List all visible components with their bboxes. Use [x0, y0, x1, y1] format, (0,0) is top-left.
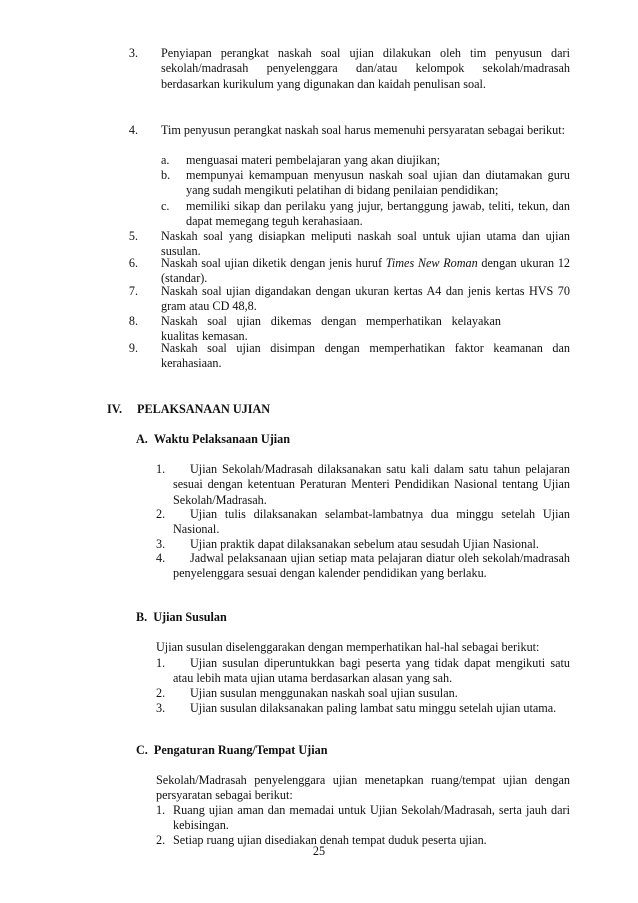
subsection-title: Pengaturan Ruang/Tempat Ujian [153, 743, 328, 757]
subsection-c-heading [136, 743, 328, 758]
list-number: 5. [128, 229, 138, 243]
list-text: Tim penyusun perangkat naskah soal harus memenuhi persyaratan sebagai berikut: [161, 123, 566, 137]
list-text [156, 686, 570, 701]
section-b-intro: Ujian susulan diselenggarakan dengan memperhatikan hal-hal sebagai berikut: [156, 640, 540, 654]
list-item-4 [128, 123, 570, 138]
subsection-a-heading [136, 432, 290, 447]
list-text-content: Ujian praktik dapat dilaksanakan sebelum atau sesudah Ujian Nasional. [190, 537, 539, 551]
list-text-content: Ujian susulan menggunakan naskah soal ujian susulan. [190, 686, 458, 700]
section-c-item-1 [156, 803, 570, 834]
list-item-6 [128, 256, 571, 287]
subsection-label: A. [136, 432, 148, 446]
list-text [156, 656, 570, 687]
list-text [156, 551, 570, 582]
section-iv-heading [107, 402, 271, 417]
list-text: Naskah soal ujian disimpan dengan memperhatikan faktor keamanan dan kerahasiaan. [161, 341, 570, 371]
subsection-title: Ujian Susulan [153, 610, 227, 624]
list-text: Ruang ujian aman dan memadai untuk Ujian Sekolah/Madrasah, serta jauh dari kebisingan. [173, 803, 570, 833]
sublist-text: mempunyai kemampuan menyusun naskah soal ujian dan diutamakan guru yang sudah mengikuti pelatihan di bidang penilaian pendidikan; [186, 168, 570, 198]
sublist-letter: c. [161, 199, 170, 213]
list-number: 2. [156, 686, 166, 700]
section-c-intro: Sekolah/Madrasah penyelenggara ujian menetapkan ruang/tempat ujian dengan persyaratan sebagai berikut: [156, 773, 570, 803]
list-text: Naskah soal ujian digandakan dengan ukuran kertas A4 dan jenis kertas HVS 70 gram atau CD 48,8. [161, 284, 570, 314]
sublist-text: menguasai materi pembelajaran yang akan diujikan; [186, 153, 441, 167]
list-number: 7. [128, 284, 138, 298]
list-number: 9. [128, 341, 138, 355]
page-number: 25 [312, 843, 326, 858]
list-text [156, 462, 570, 508]
list-text: Penyiapan perangkat naskah soal ujian dilakukan oleh tim penyusun dari sekolah/madrasah penyelenggara dan/atau kelompok sekolah/madrasah berdasarkan kurikulum yang digunakan dan kaidah penulisan soal. [161, 46, 570, 91]
list-number: 6. [128, 256, 138, 270]
list-number: 8. [128, 314, 138, 328]
sublist-text: memiliki sikap dan perilaku yang jujur, bertanggung jawab, teliti, tekun, dan dapat memegang teguh kerahasiaan. [186, 199, 570, 229]
list-text-start: Naskah soal ujian diketik dengan jenis huruf [161, 256, 386, 270]
sublist-item-b [161, 168, 570, 199]
sublist-letter: b. [161, 168, 171, 182]
section-b-item-3 [156, 701, 570, 716]
list-number: 4. [156, 551, 166, 565]
subsection-b-heading [136, 610, 227, 625]
list-text [156, 507, 570, 538]
list-text: Naskah soal yang disiapkan meliputi naskah soal untuk ujian utama dan ujian susulan. [161, 229, 570, 259]
section-a-item-1 [156, 462, 570, 508]
section-b-item-2 [156, 686, 570, 701]
list-number: 2. [156, 507, 166, 521]
list-text [156, 701, 570, 716]
list-item-3 [128, 46, 570, 92]
font-name-italic: Times New Roman [385, 256, 478, 270]
section-number: IV. [107, 402, 123, 416]
section-a-item-4 [156, 551, 570, 582]
list-item-7 [128, 284, 570, 315]
list-number: 3. [128, 46, 138, 60]
list-number: 2. [156, 833, 166, 847]
list-text: Naskah soal ujian dikemas dengan memperhatikan kelayakan kualitas kemasan. [161, 314, 501, 344]
list-number: 1. [156, 803, 166, 817]
list-text: Setiap ruang ujian disediakan denah tempat duduk peserta ujian. [173, 833, 487, 847]
list-text-content: Ujian tulis dilaksanakan selambat-lambatnya dua minggu setelah Ujian Nasional. [173, 507, 570, 537]
sublist-item-c [161, 199, 570, 230]
section-a-item-2 [156, 507, 570, 538]
list-number: 3. [156, 701, 166, 715]
list-text-content: Ujian susulan dilaksanakan paling lambat satu minggu setelah ujian utama. [190, 701, 557, 715]
list-item-9 [128, 341, 570, 372]
list-text [161, 256, 570, 287]
list-text-end: dengan ukuran 12 (standar). [161, 256, 571, 286]
subsection-label: C. [136, 743, 148, 757]
section-title: PELAKSANAAN UJIAN [137, 402, 271, 416]
subsection-title: Waktu Pelaksanaan Ujian [153, 432, 291, 446]
list-number: 1. [156, 656, 166, 670]
sublist-letter: a. [161, 153, 170, 167]
list-text-content: Ujian susulan diperuntukkan bagi peserta yang tidak dapat mengikuti satu atau lebih mata ujian utama berdasarkan alasan yang sah. [173, 656, 570, 686]
sublist-item-a [161, 153, 570, 168]
list-text-content: Ujian Sekolah/Madrasah dilaksanakan satu kali dalam satu tahun pelajaran sesuai dengan ketentuan Peraturan Menteri Pendidikan Nasional tentang Ujian Sekolah/Madrasah. [173, 462, 570, 507]
list-text-content: Jadwal pelaksanaan ujian setiap mata pelajaran diatur oleh sekolah/madrasah penyelenggara sesuai dengan kalender pendidikan yang berlaku. [173, 551, 570, 581]
section-b-item-1 [156, 656, 570, 687]
subsection-label: B. [136, 610, 148, 624]
list-number: 4. [128, 123, 138, 137]
list-number: 3. [156, 537, 166, 551]
list-number: 1. [156, 462, 166, 476]
